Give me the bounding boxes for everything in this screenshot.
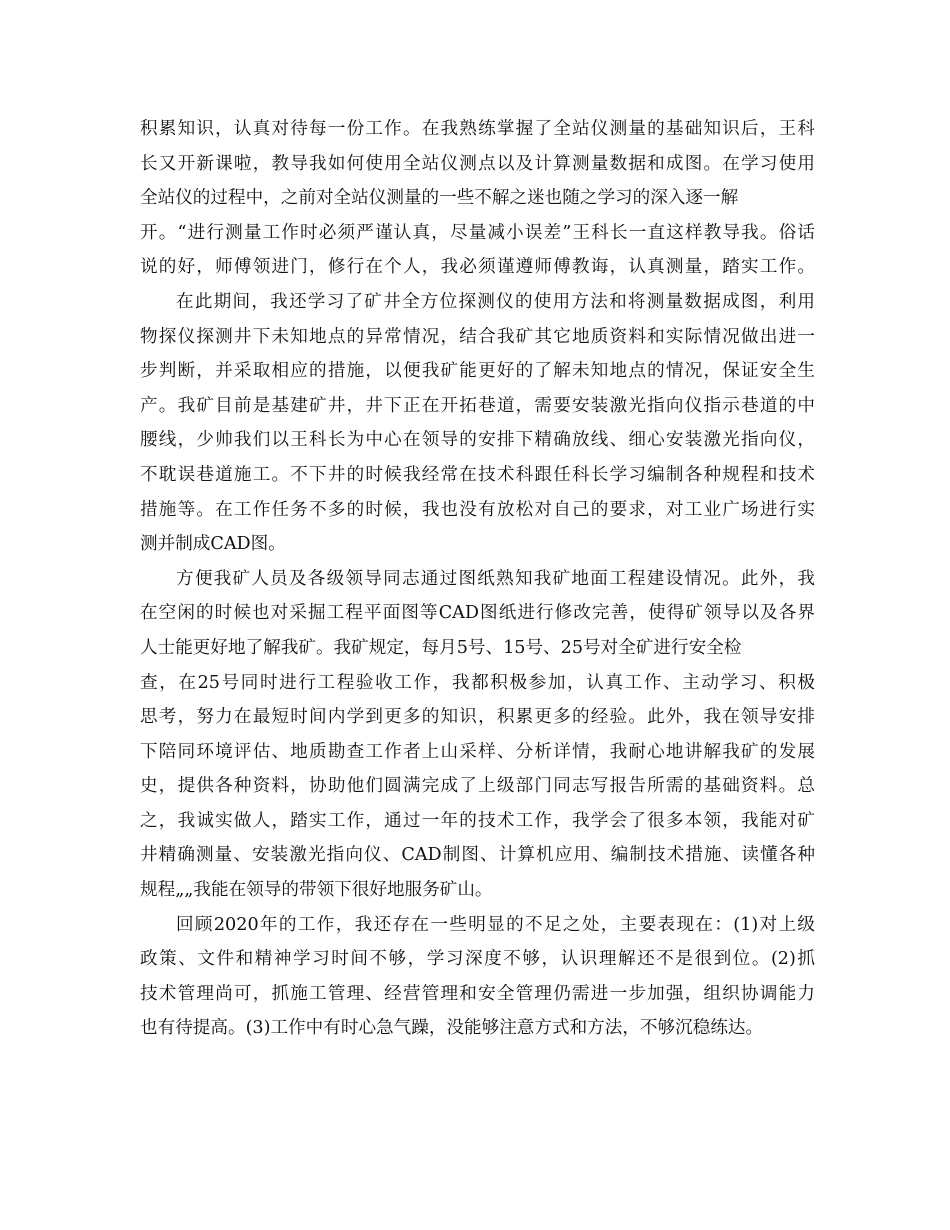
text-line: 全站仪的过程中，之前对全站仪测量的一些不解之迷也随之学习的深入逐一解 xyxy=(140,188,739,209)
text-line: 思考，努力在最短时间内学到更多的知识，积累更多的经验。此外，我在领导安排 xyxy=(140,707,815,728)
text-line: 步判断，并采取相应的措施，以便我矿能更好的了解未知地点的情况，保证安全生 xyxy=(140,361,815,382)
text-line: 说的好，师傅领进门，修行在个人，我必须谨遵师傅教诲，认真测量，踏实工作。 xyxy=(140,257,815,278)
text-line: 产。我矿目前是基建矿井，井下正在开拓巷道，需要安装激光指向仪指示巷道的中 xyxy=(140,395,815,416)
text-line: 规程„„我能在领导的带领下很好地服务矿山。 xyxy=(140,880,493,901)
text-line: 在空闲的时候也对采掘工程平面图等CAD图纸进行修改完善，使得矿领导以及各界 xyxy=(140,603,815,624)
text-line: 也有待提高。(3)工作中有时心急气躁，没能够注意方式和方法，不够沉稳练达。 xyxy=(140,1018,764,1039)
text-line: 长又开新课啦，教导我如何使用全站仪测点以及计算测量数据和成图。在学习使用 xyxy=(140,153,815,174)
text-line: 物探仪探测井下未知地点的异常情况，结合我矿其它地质资料和实际情况做出进一 xyxy=(140,326,815,347)
paragraph-first-line: 回顾2020年的工作，我还存在一些明显的不足之处，主要表现在：(1)对上级 xyxy=(176,914,815,935)
text-line: 不耽误巷道施工。不下井的时候我经常在技术科跟任科长学习编制各种规程和技术 xyxy=(140,464,815,485)
text-line: 积累知识，认真对待每一份工作。在我熟练掌握了全站仪测量的基础知识后，王科 xyxy=(140,119,815,139)
text-line: 技术管理尚可，抓施工管理、经营管理和安全管理仍需进一步加强，组织协调能力 xyxy=(140,983,815,1004)
paragraph-first-line: 在此期间，我还学习了矿井全方位探测仪的使用方法和将测量数据成图，利用 xyxy=(176,291,815,312)
paragraph-first-line: 方便我矿人员及各级领导同志通过图纸熟知我矿地面工程建设情况。此外，我 xyxy=(176,568,815,589)
text-line: 开。“进行测量工作时必须严谨认真，尽量减小误差”王科长一直这样教导我。俗话 xyxy=(140,222,815,243)
text-line: 测并制成CAD图。 xyxy=(140,534,286,555)
text-line: 查，在25号同时进行工程验收工作，我都积极参加，认真工作、主动学习、积极 xyxy=(140,672,815,693)
text-line: 人士能更好地了解我矿。我矿规定，每月5号、15号、25号对全矿进行安全检 xyxy=(140,637,742,658)
text-line: 之，我诚实做人，踏实工作，通过一年的技术工作，我学会了很多本领，我能对矿 xyxy=(140,810,815,831)
text-line: 史，提供各种资料，协助他们圆满完成了上级部门同志写报告所需的基础资料。总 xyxy=(140,776,815,797)
text-line: 措施等。在工作任务不多的时候，我也没有放松对自己的要求，对工业广场进行实 xyxy=(140,499,815,520)
text-line: 腰线，少帅我们以王科长为中心在领导的安排下精确放线、细心安装激光指向仪， xyxy=(140,430,815,451)
text-line: 下陪同环境评估、地质勘查工作者上山采样、分析详情，我耐心地讲解我矿的发展 xyxy=(140,741,815,762)
text-line: 井精确测量、安装激光指向仪、CAD制图、计算机应用、编制技术措施、读懂各种 xyxy=(140,845,815,866)
text-line: 政策、文件和精神学习时间不够，学习深度不够，认识理解还不是很到位。(2)抓 xyxy=(140,949,815,970)
body-text xyxy=(140,112,815,1046)
